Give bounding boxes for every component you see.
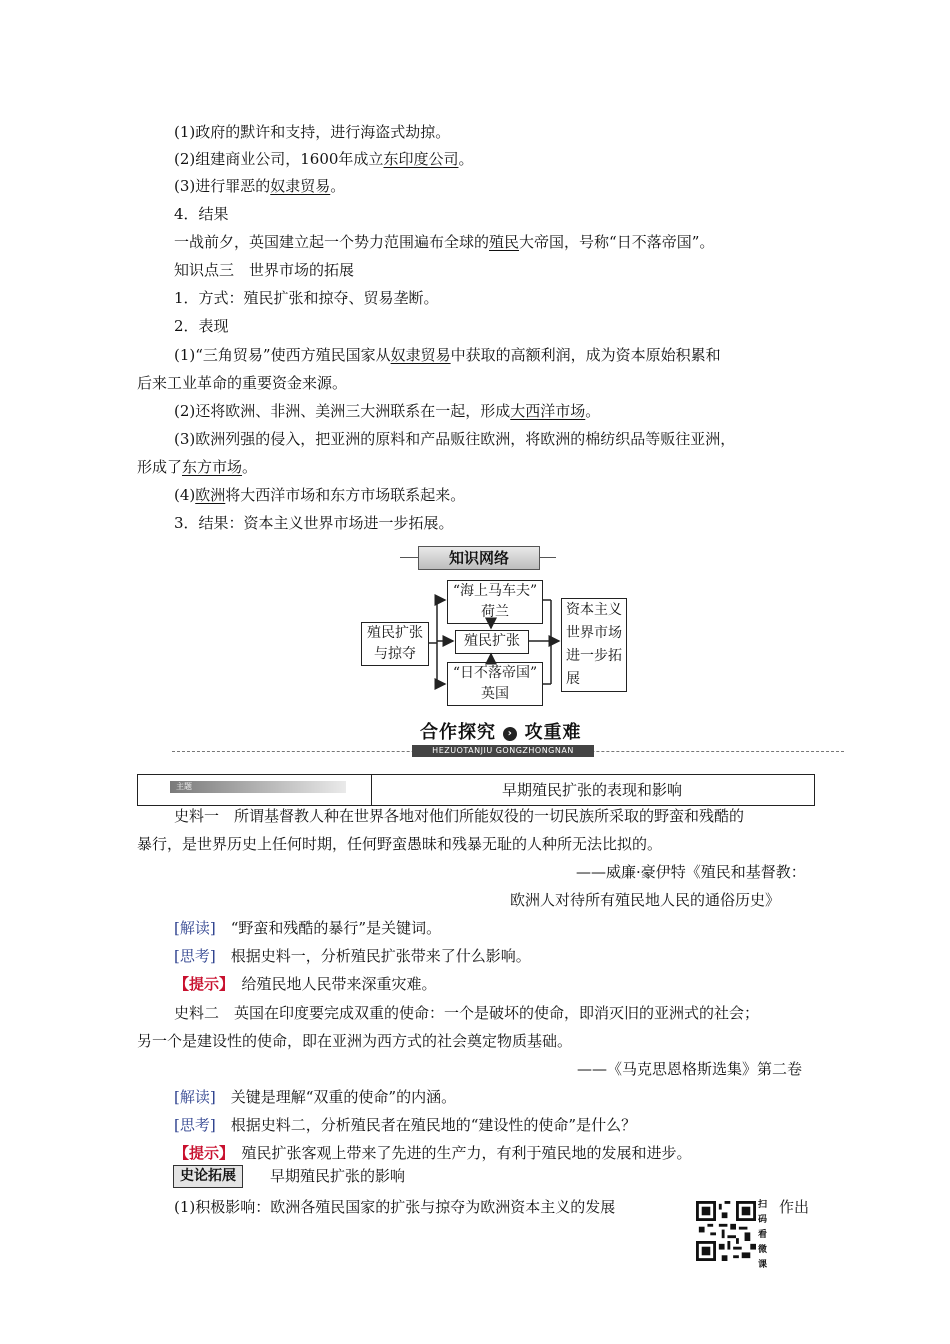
text-segment: 。 [330,177,346,195]
interpretation-tag: [解读] [174,919,216,937]
section-heading: 知识点三 世界市场的拓展 [174,261,355,279]
question [174,946,531,966]
text-segment: (2)组建商业公司，1600年成立 [174,150,384,168]
question-tag: [思考] [174,1116,216,1134]
box-line: 进一步拓 [566,648,622,664]
section-title-part: 合作探究 [420,722,496,743]
hint [174,974,437,994]
material-text: 暴行，是世界历史上任何时期，任何野蛮愚昧和残暴无耻的人种所无法比拟的。 [137,835,663,853]
text-line [174,176,345,196]
text-segment: 大帝国，号称“日不落帝国”。 [519,233,715,251]
box-line: 展 [566,671,580,687]
expansion-tag: 史论拓展 [173,1165,243,1188]
topic-title: 早期殖民扩张的表现和影响 [501,781,682,799]
topic-tag: 主题 [170,781,346,793]
arrow-circle-icon: › [503,727,517,741]
text-line [174,345,721,365]
text-segment: 中获取的高额利润，成为资本原始积累和 [450,346,721,364]
box-line: 殖民扩张 [464,633,520,649]
text-line [137,457,257,477]
hint [174,1143,692,1163]
hint-text: 给殖民地人民带来深重灾难。 [241,975,437,993]
text-line: 后来工业革命的重要资金来源。 [137,374,348,392]
material-text: 史料二 英国在印度要完成双重的使命：一个是破坏的使命，即消灭旧的亚洲式的社会； [174,1004,760,1022]
material-source: ——威廉·豪伊特《殖民和基督教： [576,863,806,881]
text-line: (1)积极影响：欧洲各殖民国家的扩张与掠夺为欧洲资本主义的发展 [174,1198,616,1216]
diagram-box-britain [447,662,543,706]
text-segment: 形成了 [137,458,183,476]
hint-text: 殖民扩张客观上带来了先进的生产力，有利于殖民地的发展和进步。 [241,1144,692,1162]
interpretation-text: “野蛮和残酷的暴行”是关键词。 [230,919,442,937]
diagram-box-world-market [561,598,627,692]
text-line: 1．方式：殖民扩张和掠夺、贸易垄断。 [174,289,439,307]
material-source: 欧洲人对待所有殖民地人民的通俗历史》 [510,891,781,909]
underlined-term: 大西洋市场 [510,402,586,420]
section-subtitle: HEZUOTANJIU GONGZHONGNAN [412,745,594,757]
underlined-term: 东印度公司 [383,150,459,168]
box-line: “海上马车夫” [452,583,538,599]
underlined-term: 奴隶贸易 [390,346,451,364]
question-text: 根据史料二，分析殖民者在殖民地的“建设性的使命”是什么？ [230,1116,637,1134]
text-line [174,485,465,505]
text-segment: (2)还将欧洲、非洲、美洲三大洲联系在一起，形成 [174,402,511,420]
material-text: 另一个是建设性的使命，即在亚洲为西方式的社会奠定物质基础。 [137,1032,573,1050]
text-segment: 一战前夕，英国建立起一个势力范围遍布全球的 [174,233,490,251]
topic-label-cell [138,775,372,805]
interpretation [174,918,441,938]
underlined-term: 欧洲 [195,486,226,504]
material-source: ——《马克思恩格斯选集》第二卷 [577,1060,803,1078]
question-text: 根据史料一，分析殖民扩张带来了什么影响。 [230,947,531,965]
text-segment: 。 [458,150,474,168]
text-line: 2．表现 [174,317,229,335]
qr-code-icon[interactable] [696,1201,756,1261]
interpretation [174,1087,456,1107]
expansion-title: 早期殖民扩张的影响 [270,1167,406,1185]
text-line [174,232,714,252]
text-line: (1)政府的默许和支持，进行海盗式劫掠。 [174,123,451,141]
underlined-term: 奴隶贸易 [270,177,331,195]
section-title [420,718,582,744]
qr-caption: 扫码看微课 [758,1200,768,1270]
hint-tag: 【提示】 [174,1144,227,1162]
diagram-box-netherlands [447,580,543,624]
diagram-box-colonial-expansion-plunder [361,622,429,666]
knowledge-network-banner: 知识网络 [418,546,540,570]
box-line: 荷兰 [481,604,509,620]
question [174,1115,636,1135]
text-segment: 。 [585,402,601,420]
diagram-box-colonial-expansion [455,630,529,654]
text-segment: (4) [174,486,196,504]
box-line: 资本主义 [566,602,622,618]
box-line: 殖民扩张 [367,625,423,641]
text-line: 作出 [779,1198,810,1216]
box-line: 世界市场 [566,625,622,641]
box-line: 与掠夺 [374,646,416,662]
section-title-part: 攻重难 [524,722,582,743]
box-line: “日不落帝国” [452,665,538,681]
text-segment: (3)进行罪恶的 [174,177,271,195]
text-line [174,401,600,421]
hint-tag: 【提示】 [174,975,227,993]
underlined-term: 殖民 [489,233,520,251]
interpretation-text: 关键是理解“双重的使命”的内涵。 [230,1088,457,1106]
topic-table [137,774,815,806]
underlined-term: 东方市场 [182,458,243,476]
interpretation-tag: [解读] [174,1088,216,1106]
material-text: 史料一 所谓基督教人种在世界各地对他们所能奴役的一切民族所采取的野蛮和残酷的 [174,807,745,825]
text-segment: 将大西洋市场和东方市场联系起来。 [225,486,466,504]
text-line: 4．结果 [174,205,229,223]
text-segment: 。 [242,458,258,476]
text-line [174,149,473,169]
question-tag: [思考] [174,947,216,965]
text-line: 3．结果：资本主义世界市场进一步拓展。 [174,514,454,532]
text-line: (3)欧洲列强的侵入，把亚洲的原料和产品贩往欧洲，将欧洲的棉纺织品等贩往亚洲， [174,430,736,448]
box-line: 英国 [481,686,509,702]
text-segment: (1)“三角贸易”使西方殖民国家从 [174,346,391,364]
